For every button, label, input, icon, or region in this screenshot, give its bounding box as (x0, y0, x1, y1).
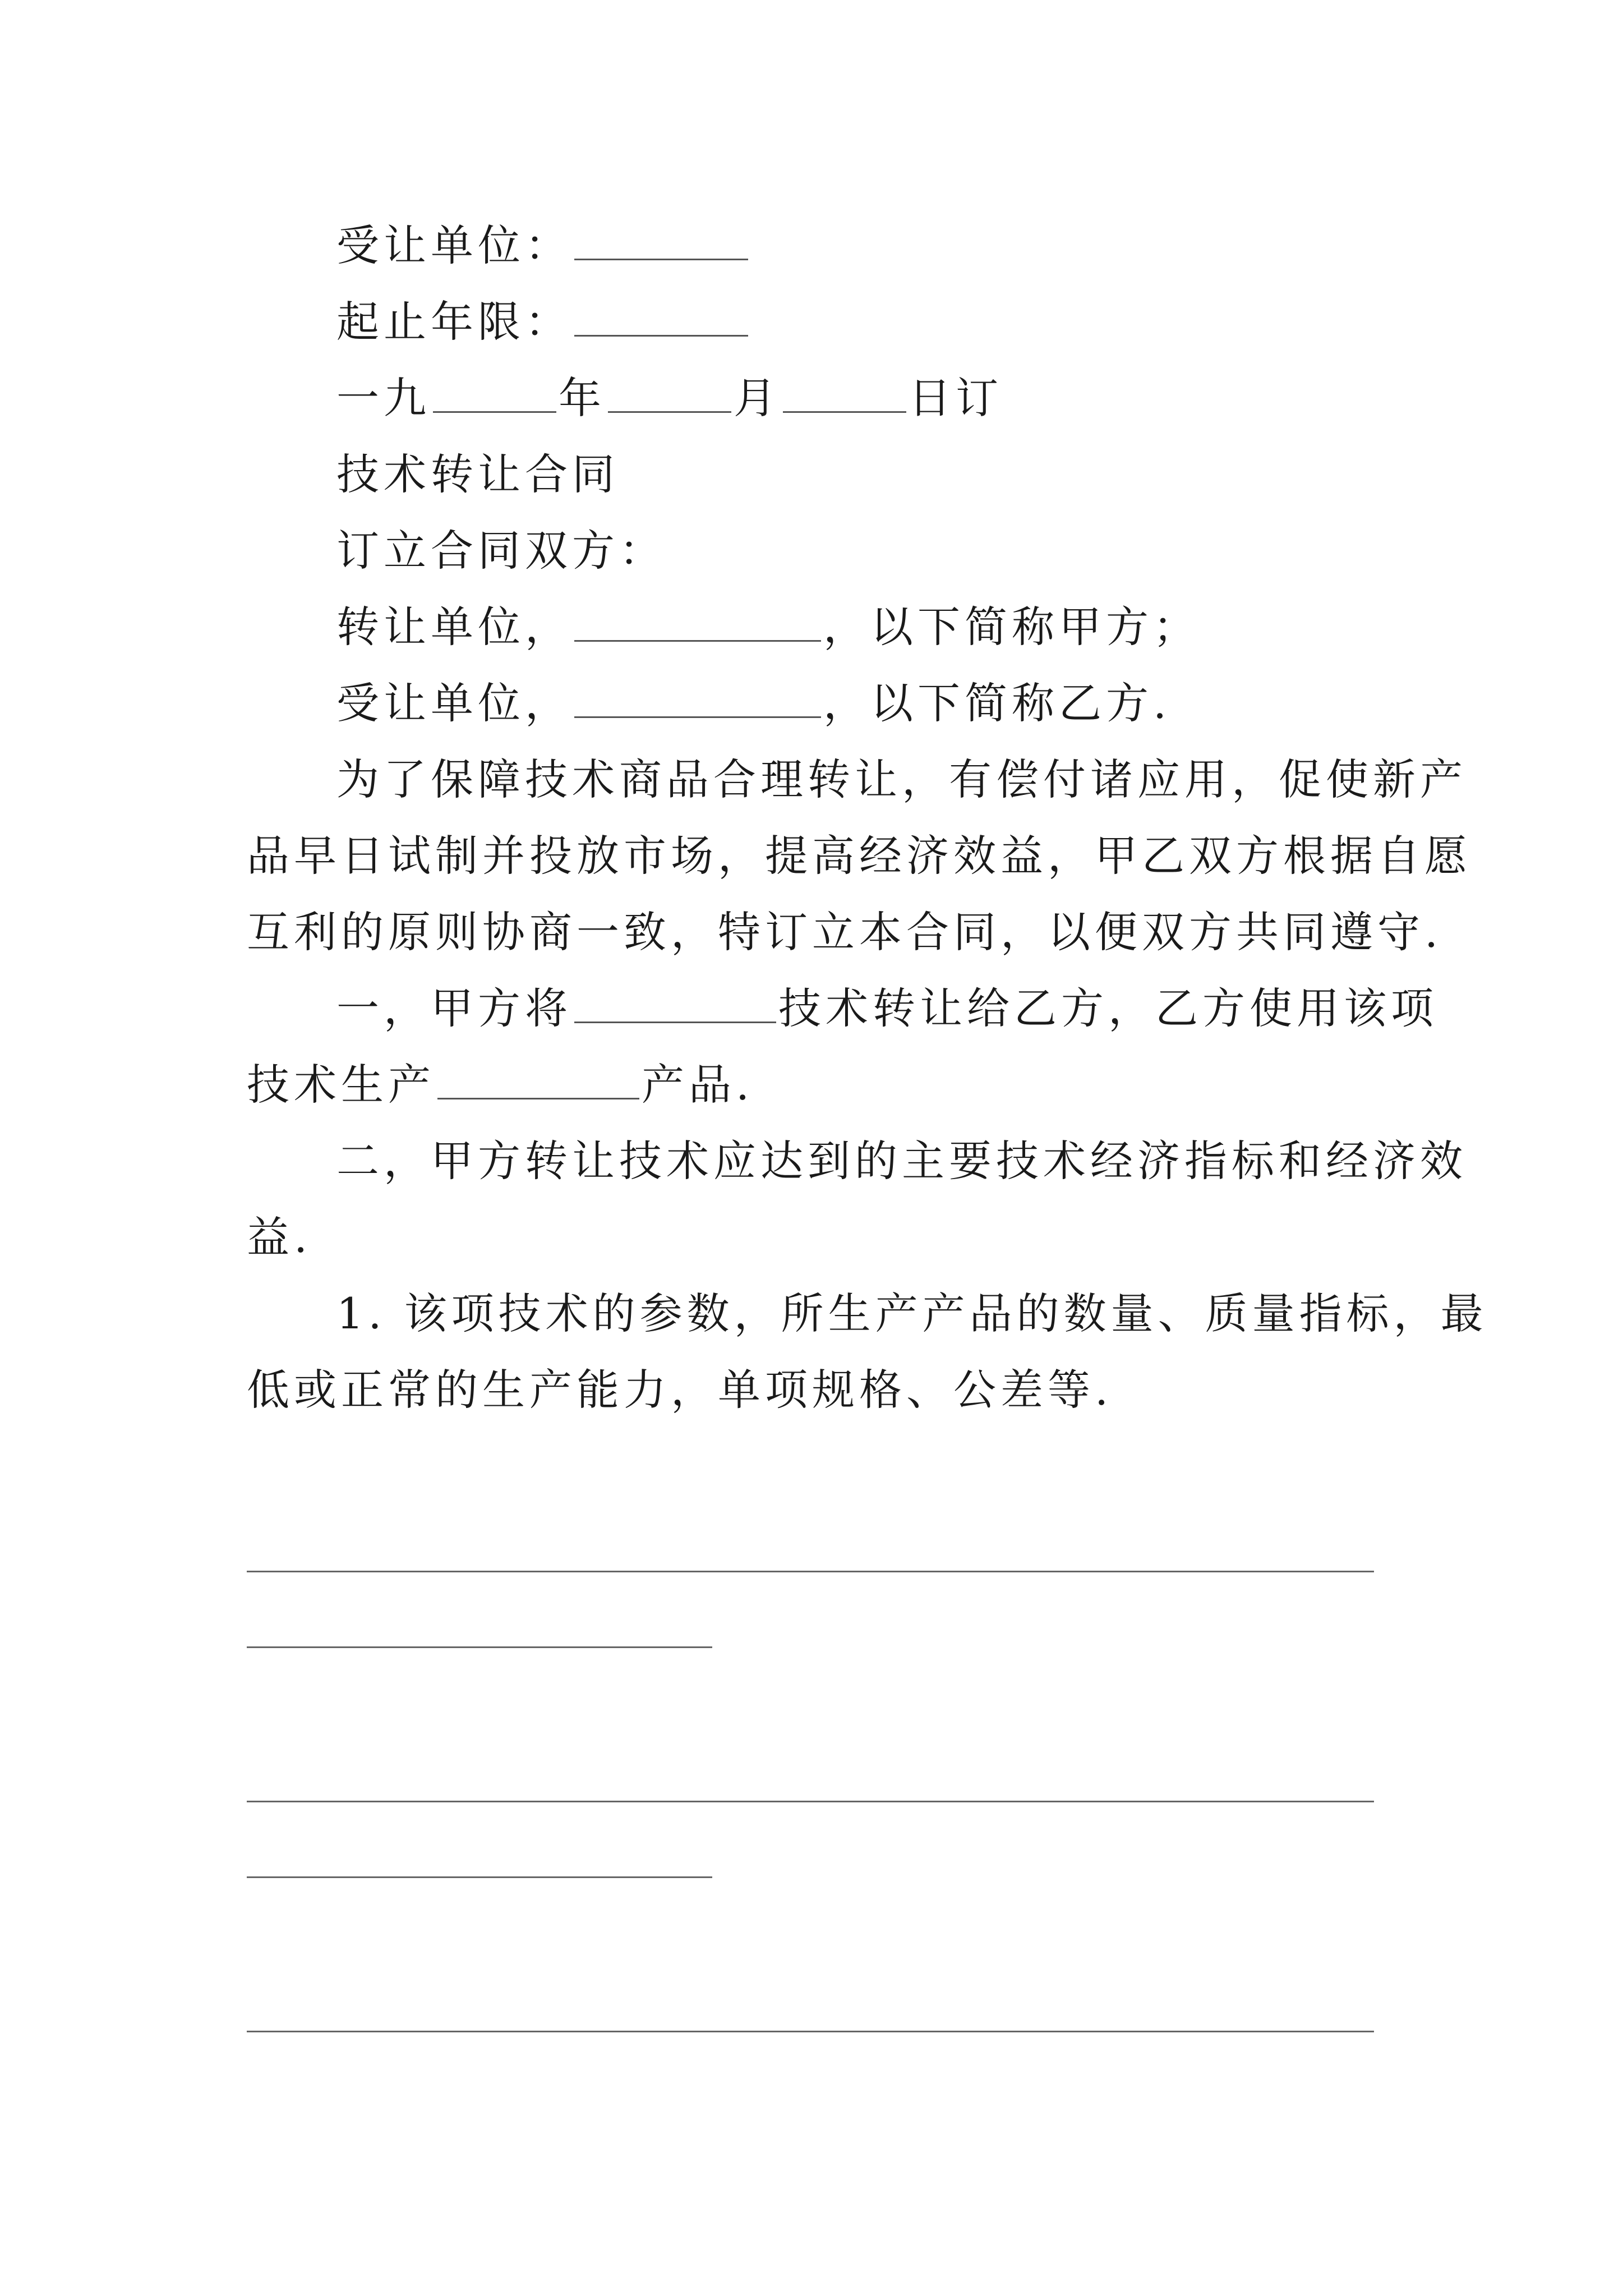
preamble-line-3: 互利的原则协商一致，特订立本合同，以便双方共同遵守. (247, 907, 1443, 957)
term-label: 起止年限： (336, 297, 572, 347)
product-name-blank (437, 1053, 639, 1099)
clause-2-line-2: 益. (247, 1212, 312, 1262)
party-a-label: 转让单位， (336, 602, 572, 652)
party-b-label: 受让单位， (336, 678, 572, 728)
party-a-line (336, 589, 1200, 665)
item-1-line-2: 低或正常的生产能力，单项规格、公差等. (247, 1365, 1113, 1415)
party-b-line (336, 665, 1171, 742)
technology-name-blank (574, 977, 776, 1023)
contract-title: 技术转让合同 (336, 449, 619, 499)
transferee-unit-blank (574, 214, 748, 260)
clause-1-part-1: 一，甲方将 (336, 983, 572, 1033)
month-label: 月 (734, 373, 781, 423)
fill-line-3 (247, 1801, 1374, 1802)
party-a-blank (574, 595, 821, 642)
item-1-line-1: 1. 该项技术的参数，所生产产品的数量、质量指标，最 (336, 1289, 1488, 1338)
transferee-unit-line (336, 208, 750, 284)
fill-line-5 (247, 2031, 1374, 2032)
date-prefix: 一九 (336, 373, 431, 423)
clause-1-part-2: 技术转让给乙方，乙方使用该项 (778, 983, 1438, 1033)
month-blank (608, 366, 731, 413)
year-label: 年 (559, 373, 606, 423)
fill-line-1 (247, 1571, 1374, 1572)
clause-1-part-4: 产品. (642, 1060, 754, 1110)
party-b-blank (574, 671, 821, 718)
clause-1-line-1 (336, 970, 1438, 1047)
party-a-suffix: ，以下简称甲方； (823, 602, 1200, 652)
preamble-line-1: 为了保障技术商品合理转让，有偿付诸应用，促使新产 (336, 754, 1467, 804)
clause-1-part-3: 技术生产 (247, 1060, 435, 1110)
day-label: 日订 (909, 373, 1003, 423)
term-line (336, 284, 750, 360)
clause-1-line-2 (247, 1047, 754, 1123)
date-line (336, 360, 1003, 436)
parties-heading: 订立合同双方： (336, 526, 666, 576)
preamble-line-2: 品早日试制并投放市场，提高经济效益，甲乙双方根据自愿 (247, 831, 1472, 881)
year-blank (433, 366, 556, 413)
party-b-suffix: ，以下简称乙方. (823, 678, 1172, 728)
day-blank (783, 366, 906, 413)
clause-2-line-1: 二，甲方转让技术应达到的主要技术经济指标和经济效 (336, 1136, 1467, 1186)
transferee-unit-label: 受让单位： (336, 220, 572, 270)
fill-line-4 (247, 1876, 712, 1878)
fill-line-2 (247, 1646, 712, 1648)
term-blank (574, 290, 748, 337)
